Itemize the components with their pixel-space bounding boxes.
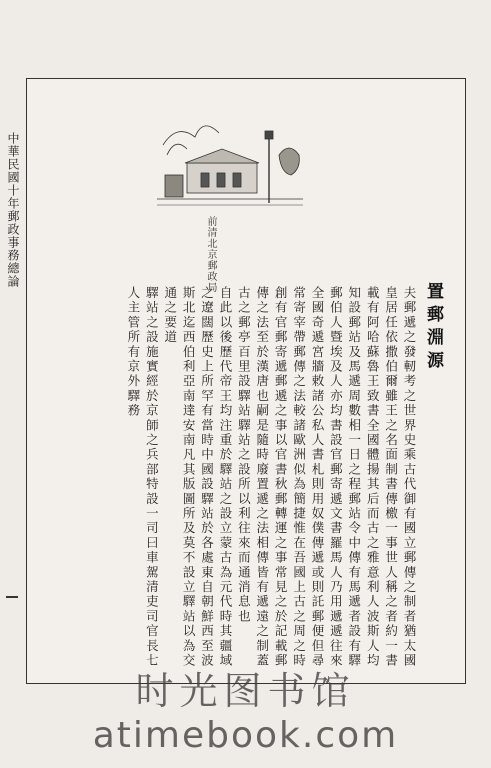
paragraph: 自此以後歷代帝王均注重於驛站之設立蒙古為元代時其疆域之遼闊歷史上所罕有當時中國設驛站於各處東自朝鮮西至波斯北迄西伯利亞南達安南凡其版圖所及莫不設立驛站以為交通之要道 (162, 286, 233, 669)
watermark-text: 时光图书馆 (135, 669, 356, 713)
paragraph: 驛站之設施實經於京師之兵部特設一司曰車駕清吏司官長七人主管所有京外驛務 (125, 286, 160, 669)
body-text (58, 286, 418, 670)
paragraph: 夫郵遞之發軔考之世界史乘古代御有國立郵傳之制者猶太國皇居任依撒伯爾雖王之名面制書傳檄一事世人稱之者約一書載有阿哈蘇魯王致書全國體揚其后而古之雅意利人波斯人均知設郵站及馬遞周數相一日之程郵站令中傳有馬遞者設有驛郵伯人暨埃及人亦均書設官郵寄遞文書羅馬人乃用遞遞往來全國奇遞宮牆敕諸公私人書札則用奴僕傳遞或則託郵便但尋常寄宰帶郵傳之法較諸歐洲似為簡捷惟在吾國上古之周之時創有官郵寄遞郵遞之事以官書秋郵轉運之事常見之於記載郵傳之法至於漢唐也嗣是隨時廢置遞之法相傳皆有遞遠之制蓋古之郵亭百里設驛站驛站之設所以利往來而通消息也 (236, 286, 417, 669)
running-head: 中華民國十年郵政事務總論 (6, 132, 20, 288)
section-title: 置郵淵源 (423, 282, 443, 374)
page-folio-mark (6, 596, 18, 598)
watermark-url: atimebook.com (92, 715, 399, 756)
photo-caption: 前清北京郵政局 (205, 216, 216, 293)
photo-illustration (157, 115, 303, 211)
